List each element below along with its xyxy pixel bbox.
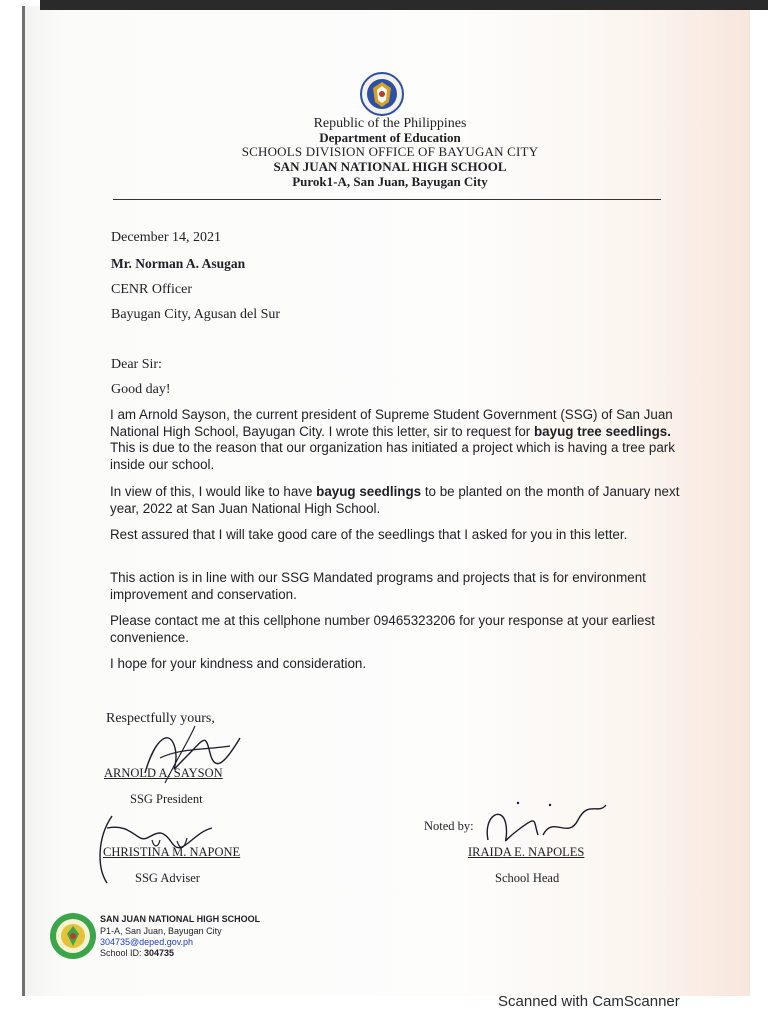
letterhead-division: SCHOOLS DIVISION OFFICE OF BAYUGAN CITY bbox=[241, 144, 539, 159]
footer-school-id bbox=[100, 948, 174, 959]
deped-seal-icon bbox=[360, 72, 404, 116]
footer-address: P1-A, San Juan, Bayugan City bbox=[100, 926, 222, 936]
body-p2-text-a: In view of this, I would like to have bbox=[110, 484, 317, 499]
body-paragraph-4: This action is in line with our SSG Mandated programs and projects that is for environment improvement and conservation. bbox=[110, 570, 646, 602]
letterhead-address: Purok1-A, San Juan, Bayugan City bbox=[292, 174, 488, 189]
recipient-title: CENR Officer bbox=[111, 282, 192, 297]
body-p1-bold: bayug tree seedlings. bbox=[534, 423, 671, 439]
footer-school-name: SAN JUAN NATIONAL HIGH SCHOOL bbox=[100, 914, 261, 924]
body-p2-bold: bayug seedlings bbox=[316, 484, 422, 499]
adviser-title: SSG Adviser bbox=[135, 871, 200, 885]
footer-id-label: School ID: bbox=[100, 948, 145, 958]
body-paragraph-3: Rest assured that I will take good care of the seedlings that I asked for you in this letter. bbox=[110, 527, 628, 542]
body-paragraph-2 bbox=[110, 484, 680, 517]
closing: Respectfully yours, bbox=[106, 711, 215, 726]
letterhead-school: SAN JUAN NATIONAL HIGH SCHOOL bbox=[273, 159, 507, 174]
body-p2-text-b: to be planted on the month of January next year, 2022 at San Juan National High School. bbox=[110, 484, 680, 516]
greeting: Good day! bbox=[111, 382, 171, 397]
body-p1-text-a: I am Arnold Sayson, the current president of Supreme Student Government (SSG) of San Juan National High School, Bayugan City. I wrote this letter, sir to request for bbox=[110, 407, 673, 439]
body-paragraph-6: I hope for your kindness and consideration. bbox=[110, 656, 367, 671]
school-logo-icon bbox=[49, 912, 97, 960]
head-title: School Head bbox=[495, 871, 560, 885]
body-paragraph-5: Please contact me at this cellphone number 09465323206 for your response at your earliest convenience. bbox=[110, 613, 655, 645]
adviser-name: CHRISTINA M. NAPONE bbox=[103, 845, 241, 859]
body-paragraph-1 bbox=[110, 407, 680, 473]
scan-edge bbox=[40, 0, 768, 10]
footer-id-value: 304735 bbox=[144, 948, 175, 958]
camscanner-watermark: Scanned with CamScanner bbox=[498, 993, 680, 1010]
sender-name: ARNOLD A. SAYSON bbox=[104, 766, 223, 780]
footer-email: 304735@deped.gov.ph bbox=[100, 937, 194, 947]
body-p1-text-b: This is due to the reason that our organization has initiated a project which is having a tree park inside our school. bbox=[110, 440, 675, 472]
recipient-address: Bayugan City, Agusan del Sur bbox=[111, 307, 281, 322]
salutation: Dear Sir: bbox=[111, 357, 162, 372]
sender-title: SSG President bbox=[130, 792, 203, 806]
recipient-name: Mr. Norman A. Asugan bbox=[111, 256, 246, 271]
letterhead-republic: Republic of the Philippines bbox=[313, 116, 467, 131]
noted-by-label: Noted by: bbox=[424, 819, 474, 833]
letterhead-divider bbox=[113, 199, 661, 200]
letter-date: December 14, 2021 bbox=[111, 230, 222, 245]
letterhead-department: Department of Education bbox=[319, 130, 461, 145]
head-name: IRAIDA E. NAPOLES bbox=[468, 845, 585, 859]
